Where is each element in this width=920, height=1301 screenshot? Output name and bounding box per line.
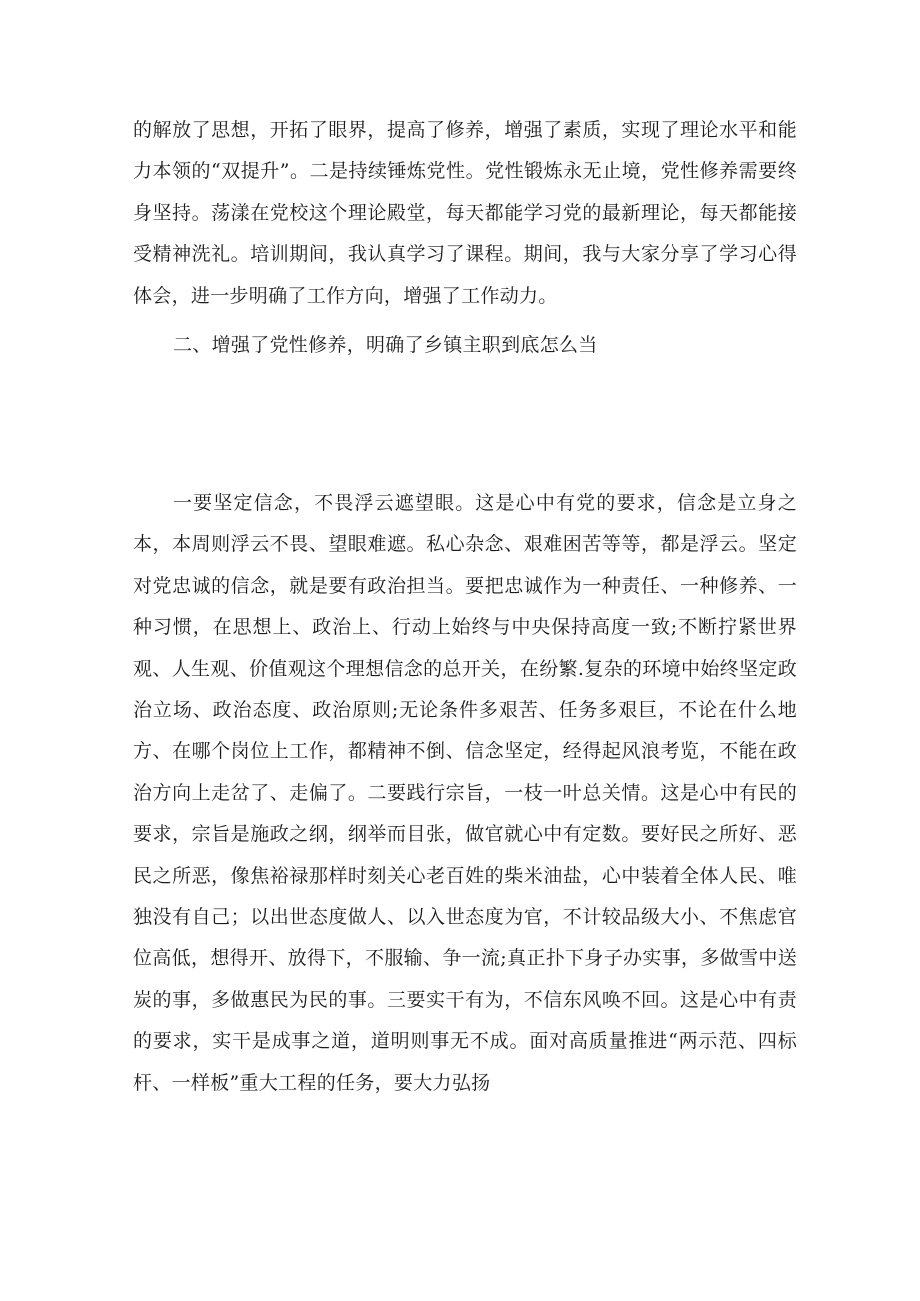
paragraph-main: 一要坚定信念，不畏浮云遮望眼。这是心中有党的要求，信念是立身之本，本周则浮云不畏、望眼难遮。私心杂念、艰难困苦等等，都是浮云。坚定对党忠诚的信念，就是要有政治担当。要把忠诚作为一种责任、一种修养、一种习惯，在思想上、政治上、行动上始终与中央保持高度一致;不断拧紧世界观、人生观、价值观这个理想信念的总开关，在纷繁.复杂的环境中始终坚定政治立场、政治态度、政治原则;无论条件多艰苦、任务多艰巨，不论在什么地方、在哪个岗位上工作，都精神不倒、信念坚定，经得起风浪考览，不能在政治方向上走岔了、走偏了。二要践行宗旨，一枝一叶总关情。这是心中有民的要求，宗旨是施政之纲，纲举而目张，做官就心中有定数。要好民之所好、恶民之所恶，像焦裕禄那样时刻关心老百姓的柴米油盐，心中装着全体人民、唯独没有自己；以出世态度做人、以入世态度为官，不计较品级大小、不焦虑官位高低，想得开、放得下，不服输、争一流;真正扑下身子办实事，多做雪中送炭的事，多做惠民为民的事。三要实干有为，不信东风唤不回。这是心中有责的要求，实干是成事之道，道明则事无不成。面对高质量推进“两示范、四标杆、一样板”重大工程的任务，要大力弘扬 — [133, 492, 797, 1094]
section-heading: 二、增强了党性修养，明确了乡镇主职到底怎么当 — [173, 334, 598, 356]
paragraph-continued: 的解放了思想，开拓了眼界，提高了修养，增强了素质，实现了理论水平和能力本领的“双提升”。二是持续锤炼党性。党性锻炼永无止境，党性修养需要终身坚持。荡漾在党校这个理论殿堂，每天都能学习党的最新理论，每天都能接受精神洗礼。培训期间，我认真学习了课程。期间，我与大家分享了学习心得体会，进一步明确了工作方向，增强了工作动力。 — [133, 119, 797, 307]
